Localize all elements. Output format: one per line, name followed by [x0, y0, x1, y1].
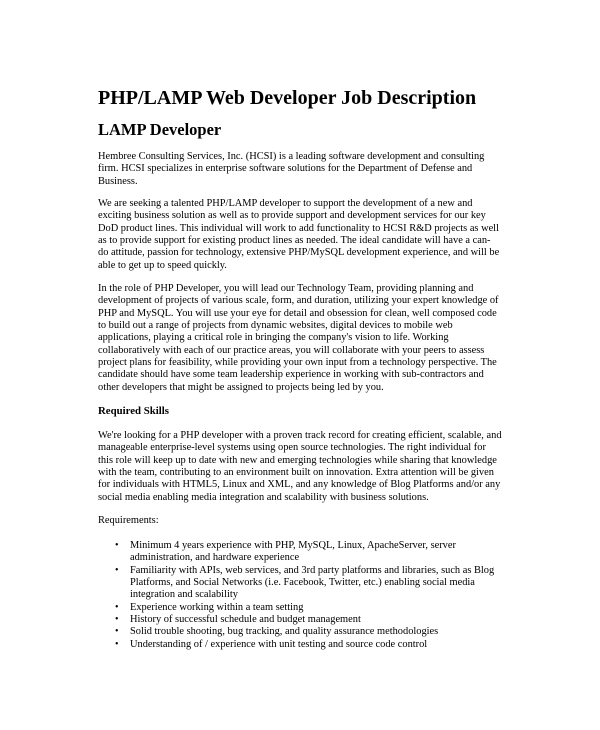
list-item-line: Experience working within a team setting	[130, 601, 304, 613]
bullet-icon: •	[115, 614, 119, 626]
paragraph-line: Business.	[98, 175, 138, 187]
bullet-icon: •	[115, 601, 119, 613]
paragraph-line: manageable enterprise-level systems using open source technologies. The right individual for	[98, 442, 486, 454]
list-item-line: administration, and hardware experience	[130, 552, 300, 564]
paragraph-line: other developers that might be assigned to projects being led by you.	[98, 381, 384, 393]
paragraph-line: able to get up to speed quickly.	[98, 259, 227, 271]
list-item-line: Minimum 4 years experience with PHP, MySQL, Linux, ApacheServer, server	[130, 540, 456, 551]
list-item-line: Platforms, and Social Networks (i.e. Facebook, Twitter, etc.) enabling social media	[130, 577, 475, 589]
paragraph-line: PHP and MySQL. You will use your eye for detail and obsession for clean, well composed code	[98, 307, 497, 319]
list-item-line: History of successful schedule and budget management	[130, 614, 361, 626]
page-subtitle: LAMP Developer	[98, 120, 222, 139]
paragraph-line: as to provide support for existing product lines as needed. The ideal candidate will have a can-	[98, 235, 491, 247]
requirements-label: Requirements:	[98, 515, 159, 526]
bullet-icon: •	[115, 626, 119, 638]
list-item-line: Familiarity with APIs, web services, and 3rd party platforms and libraries, such as Blog	[130, 564, 495, 576]
list-item	[98, 565, 528, 602]
paragraph-line: applications, playing a critical role in bringing the company's vision to life. Working	[98, 332, 449, 344]
paragraph-line: with the team, contributing to an environment built on innovation. Extra attention will be given	[98, 467, 494, 479]
intro-paragraph	[98, 151, 528, 188]
paragraph-line: do attitude, passion for technology, extensive PHP/MySQL development experience, and will be	[98, 247, 500, 259]
bullet-icon: •	[115, 564, 119, 576]
paragraph-line: In the role of PHP Developer, you will lead our Technology Team, providing planning and	[98, 283, 474, 294]
list-item	[98, 602, 528, 614]
list-item-line: Solid trouble shooting, bug tracking, and quality assurance methodologies	[130, 626, 439, 638]
paragraph-line: development of projects of various scale, form, and duration, utilizing your expert knowledge of	[98, 295, 499, 307]
paragraph-line: project plans for feasibility, while providing your own input from a technology perspective. The	[98, 357, 497, 369]
role-paragraph	[98, 283, 528, 394]
paragraph-line: collaboratively with each of our practice areas, you will collaborate with your peers to assess	[98, 344, 485, 356]
list-item	[98, 614, 528, 626]
paragraph-line: this role will keep up to date with new and emerging technologies while sharing that knowledge	[98, 454, 497, 466]
skills-paragraph	[98, 430, 528, 504]
paragraph-line: Hembree Consulting Services, Inc. (HCSI) is a leading software development and consulting	[98, 151, 485, 162]
page-title: PHP/LAMP Web Developer Job Description	[98, 87, 477, 109]
paragraph-line: DoD product lines. This individual will work to add functionality to HCSI R&D projects as well	[98, 222, 499, 234]
list-item	[98, 540, 528, 565]
paragraph-line: candidate should have some team leadership experience in working with sub-contractors and	[98, 369, 484, 381]
list-item-line: integration and scalability	[130, 589, 238, 601]
paragraph-line: for individuals with HTML5, Linux and XML, and any knowledge of Blog Platforms and/or any	[98, 479, 501, 491]
seeking-paragraph	[98, 198, 528, 272]
paragraph-line: to build out a range of projects from dynamic websites, digital devices to mobile web	[98, 320, 453, 332]
list-item	[98, 626, 528, 638]
paragraph-line: social media enabling media integration and scalability with business solutions.	[98, 491, 429, 503]
requirements-label-block	[98, 515, 528, 527]
bullet-icon: •	[115, 540, 119, 551]
paragraph-line: firm. HCSI specializes in enterprise software solutions for the Department of Defense and	[98, 163, 473, 175]
bullet-icon: •	[115, 638, 119, 650]
paragraph-line: exciting business solution as well as to provide support and development services for our key	[98, 210, 486, 222]
list-item-line: Understanding of / experience with unit testing and source code control	[130, 638, 428, 650]
required-skills-heading-block	[98, 405, 528, 417]
requirements-list	[98, 540, 528, 651]
required-skills-heading: Required Skills	[98, 405, 169, 417]
list-item	[98, 639, 528, 651]
paragraph-line: We're looking for a PHP developer with a proven track record for creating efficient, scalable, and	[98, 430, 502, 441]
paragraph-line: We are seeking a talented PHP/LAMP developer to support the development of a new and	[98, 198, 473, 209]
